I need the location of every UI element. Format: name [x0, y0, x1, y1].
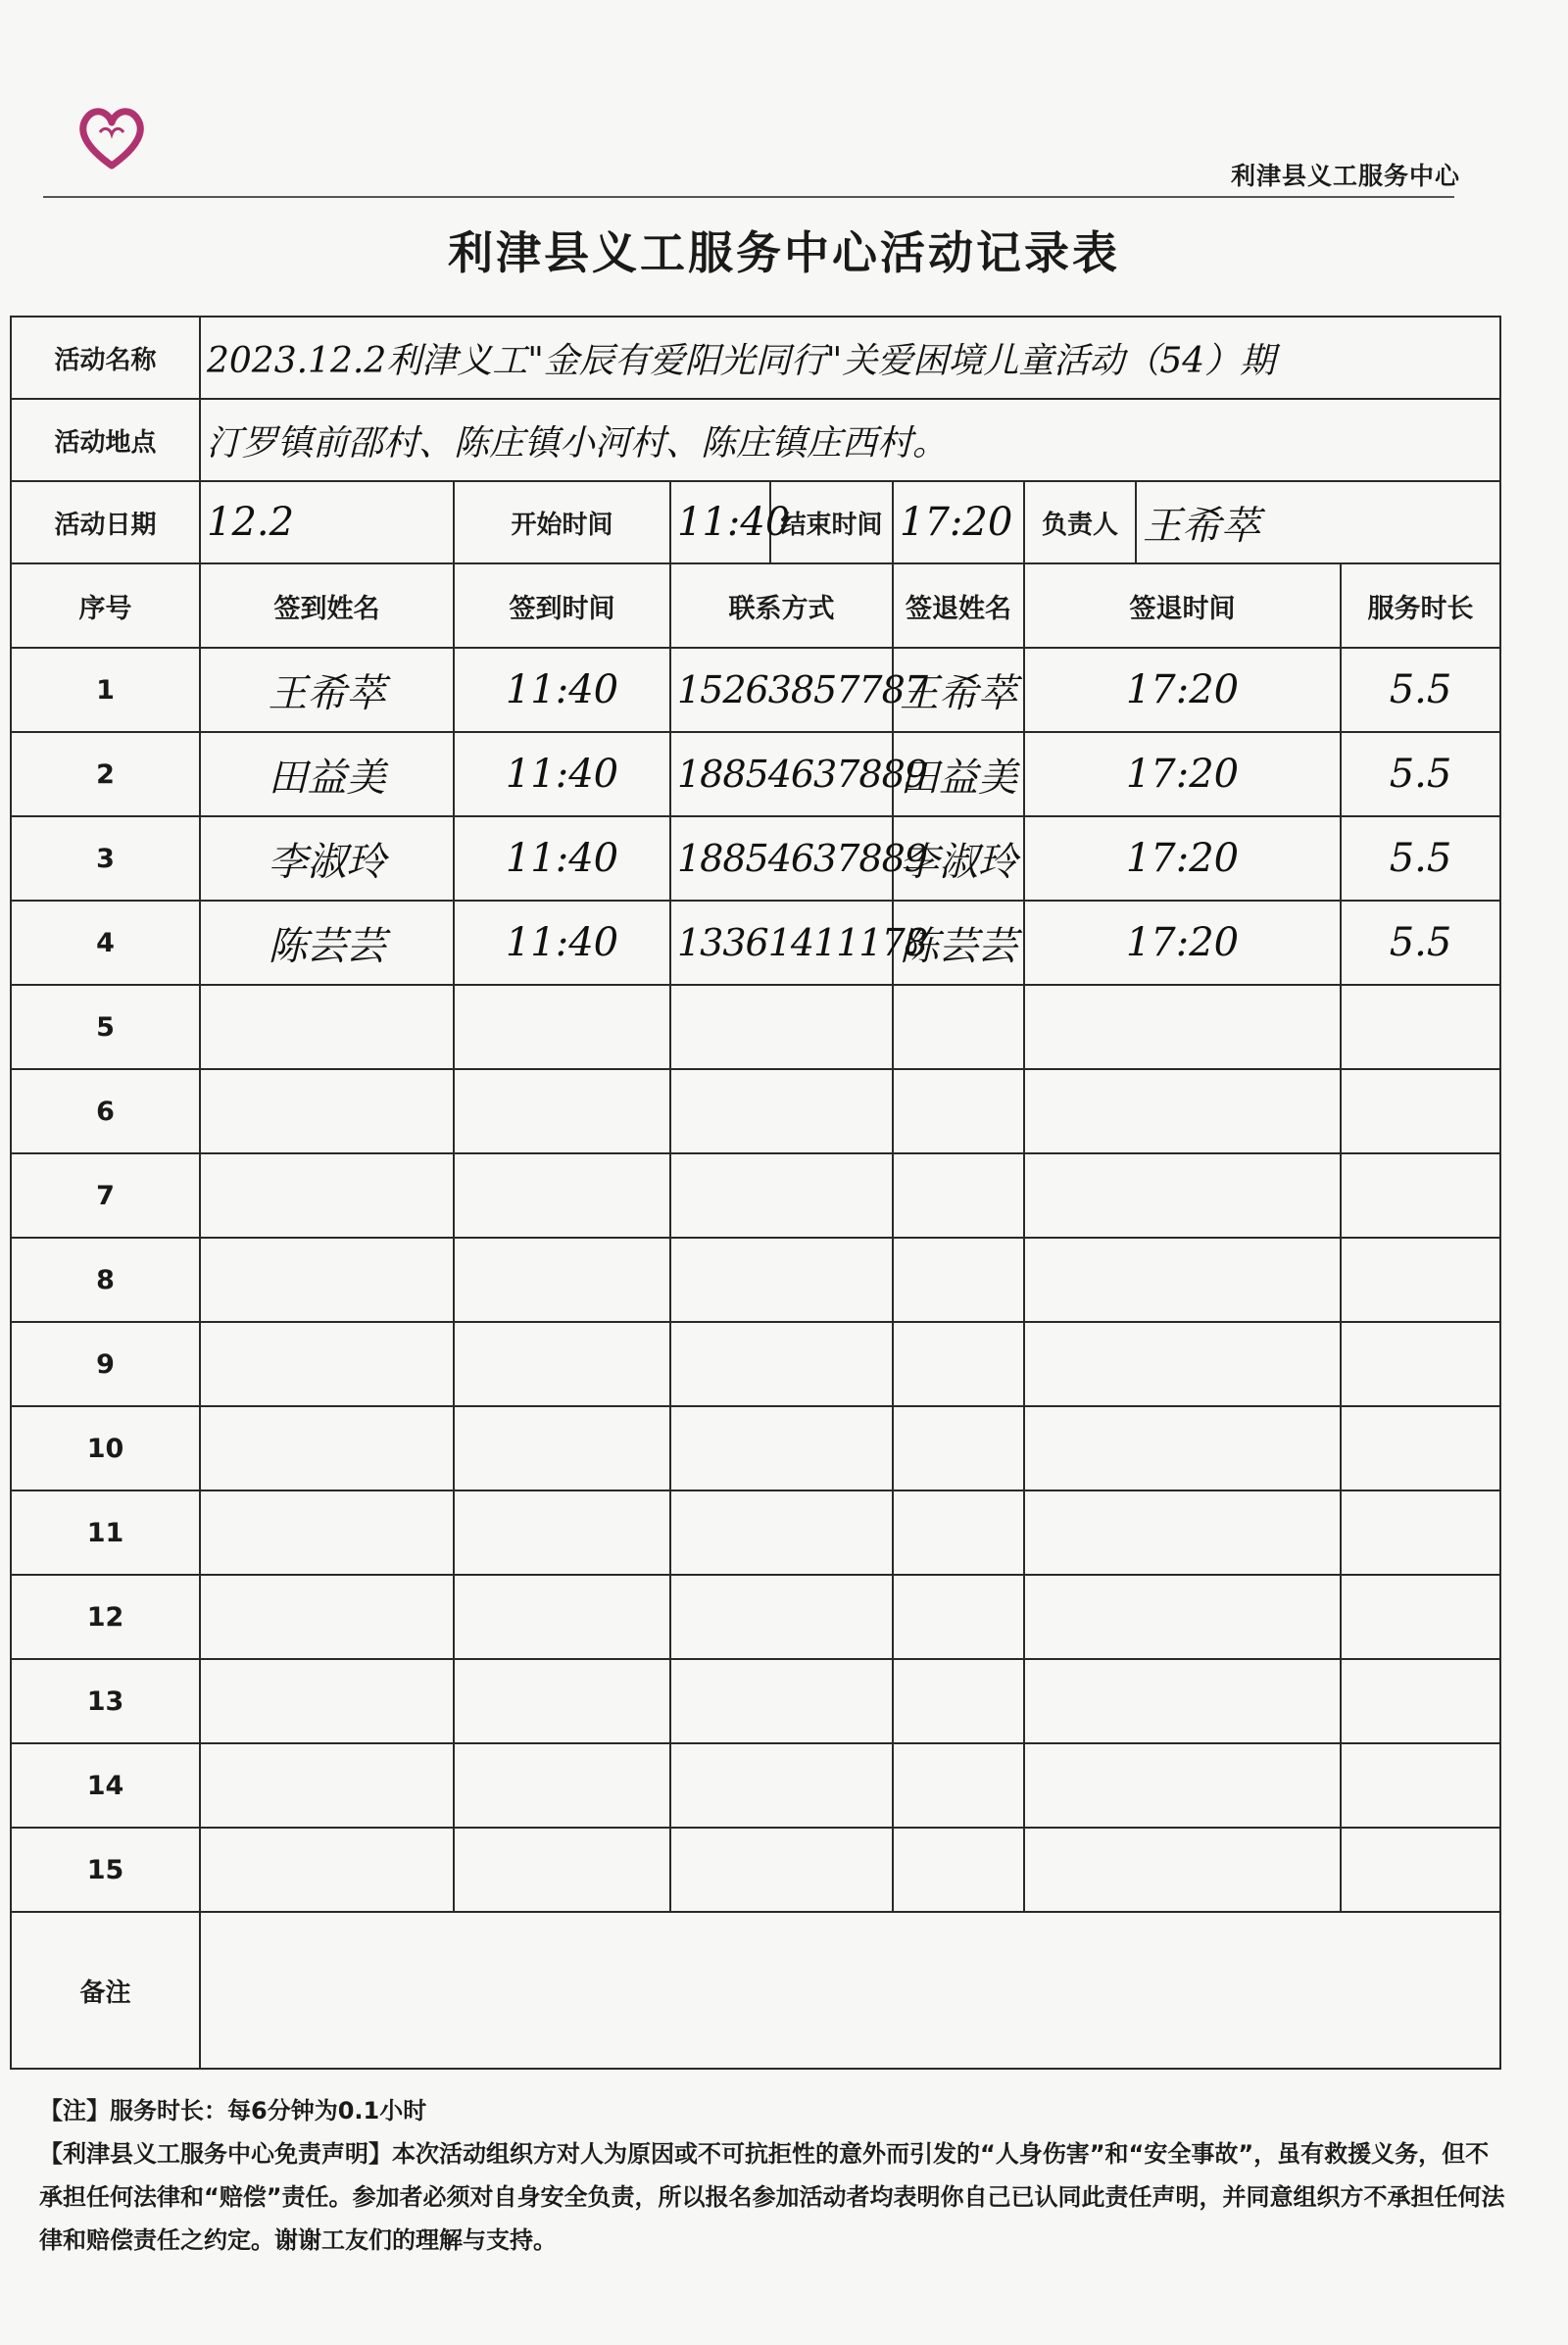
signout-name: [893, 1406, 1024, 1490]
remarks-label: 备注: [11, 1912, 200, 2069]
service-hours-note: 【注】服务时长：每6分钟为0.1小时: [39, 2097, 427, 2125]
row-number: 2: [11, 732, 200, 816]
activity-date-row: [11, 481, 1500, 563]
signout-time: [1024, 1743, 1341, 1828]
service-hours: [1341, 1743, 1500, 1828]
row-number: 10: [11, 1406, 200, 1490]
row-number: 14: [11, 1743, 200, 1828]
signout-name: 李淑玲: [893, 816, 1024, 901]
signout-name: 陈芸芸: [893, 901, 1024, 985]
activity-date-value: 12.2: [200, 481, 454, 563]
row-number: 8: [11, 1238, 200, 1322]
service-hours: 5.5: [1341, 816, 1500, 901]
activity-place-label: 活动地点: [11, 399, 200, 481]
contact-phone: [670, 1490, 893, 1575]
page-title: 利津县义工服务中心活动记录表: [448, 226, 1120, 279]
signin-time: [454, 1575, 670, 1659]
service-hours: [1341, 1153, 1500, 1238]
row-number: 6: [11, 1069, 200, 1153]
signout-name: [893, 1490, 1024, 1575]
header-divider: [43, 196, 1454, 198]
signin-name: 陈芸芸: [200, 901, 454, 985]
signin-time: [454, 1828, 670, 1912]
disclaimer-text: 【利津县义工服务中心免责声明】本次活动组织方对人为原因或不可抗拒性的意外而引发的“人身伤害”和“安全事故”，虽有救援义务，但不承担任何法律和“赔偿”责任。参加者必须对自身安全负责，所以报名参加活动者均表明你自己已认同此责任声明，并同意组织方不承担任何法律和赔偿责任之约定。谢谢工友们的理解与支持。: [39, 2140, 1505, 2254]
signin-time: [454, 1743, 670, 1828]
row-number: 11: [11, 1490, 200, 1575]
row-number: 1: [11, 648, 200, 732]
remarks-row: [11, 1912, 1500, 2069]
row-number: 13: [11, 1659, 200, 1743]
signin-name: 王希萃: [200, 648, 454, 732]
row-number: 5: [11, 985, 200, 1069]
signin-time: 11:40: [454, 732, 670, 816]
signout-time: [1024, 985, 1341, 1069]
table-row: [11, 1406, 1500, 1490]
signin-time: [454, 1406, 670, 1490]
signout-time: 17:20: [1024, 816, 1341, 901]
signout-time: [1024, 1406, 1341, 1490]
contact-phone: 15263857787: [670, 648, 893, 732]
table-row: [11, 648, 1500, 732]
leader-value: 王希萃: [1136, 481, 1500, 563]
contact-phone: [670, 1322, 893, 1406]
table-row: [11, 816, 1500, 901]
contact-phone: [670, 1238, 893, 1322]
signin-name: [200, 1828, 454, 1912]
row-number: 9: [11, 1322, 200, 1406]
activity-name-label: 活动名称: [11, 317, 200, 399]
footer-notes: [39, 2089, 1509, 2262]
signout-name: [893, 1743, 1024, 1828]
signin-name: [200, 1743, 454, 1828]
signout-time: [1024, 1322, 1341, 1406]
heart-logo-icon: [76, 103, 147, 173]
signout-time: 17:20: [1024, 732, 1341, 816]
col-header-signin-name: 签到姓名: [200, 563, 454, 648]
table-row: [11, 985, 1500, 1069]
row-number: 7: [11, 1153, 200, 1238]
table-row: [11, 1238, 1500, 1322]
table-row: [11, 1575, 1500, 1659]
table-row: [11, 1490, 1500, 1575]
signout-name: [893, 985, 1024, 1069]
col-header-signout-time: 签退时间: [1024, 563, 1341, 648]
leader-label: 负责人: [1024, 481, 1136, 563]
signin-time: [454, 1238, 670, 1322]
signin-time: [454, 1322, 670, 1406]
col-header-contact: 联系方式: [670, 563, 893, 648]
contact-phone: [670, 985, 893, 1069]
service-hours: [1341, 1575, 1500, 1659]
table-row: [11, 732, 1500, 816]
service-hours: [1341, 1659, 1500, 1743]
signin-time: [454, 1069, 670, 1153]
activity-record-table: [10, 316, 1501, 2070]
signout-time: [1024, 1828, 1341, 1912]
signout-time: 17:20: [1024, 901, 1341, 985]
row-number: 15: [11, 1828, 200, 1912]
service-hours: 5.5: [1341, 901, 1500, 985]
activity-name-row: [11, 317, 1500, 399]
remarks-value: [200, 1912, 1500, 2069]
table-row: [11, 1322, 1500, 1406]
signout-name: [893, 1828, 1024, 1912]
contact-phone: [670, 1406, 893, 1490]
table-row: [11, 1069, 1500, 1153]
signout-time: [1024, 1069, 1341, 1153]
signin-time: 11:40: [454, 648, 670, 732]
signin-time: 11:40: [454, 901, 670, 985]
service-hours: [1341, 1238, 1500, 1322]
contact-phone: [670, 1575, 893, 1659]
service-hours: [1341, 1406, 1500, 1490]
signin-name: [200, 1575, 454, 1659]
table-row: [11, 1659, 1500, 1743]
row-number: 12: [11, 1575, 200, 1659]
signout-name: [893, 1069, 1024, 1153]
service-hours: [1341, 1069, 1500, 1153]
start-time-value: 11:40: [670, 481, 770, 563]
signout-name: [893, 1153, 1024, 1238]
service-hours: 5.5: [1341, 732, 1500, 816]
signin-time: [454, 985, 670, 1069]
signout-time: [1024, 1659, 1341, 1743]
col-header-signin-time: 签到时间: [454, 563, 670, 648]
signout-name: [893, 1322, 1024, 1406]
end-time-value: 17:20: [893, 481, 1024, 563]
row-number: 3: [11, 816, 200, 901]
start-time-label: 开始时间: [454, 481, 670, 563]
col-header-no: 序号: [11, 563, 200, 648]
service-hours: [1341, 985, 1500, 1069]
signin-time: [454, 1153, 670, 1238]
org-name-header: 利津县义工服务中心: [1230, 162, 1460, 190]
signout-name: [893, 1238, 1024, 1322]
signin-name: [200, 985, 454, 1069]
contact-phone: [670, 1828, 893, 1912]
contact-phone: [670, 1153, 893, 1238]
table-header-row: [11, 563, 1500, 648]
signin-name: 田益美: [200, 732, 454, 816]
signin-name: [200, 1322, 454, 1406]
contact-phone: [670, 1659, 893, 1743]
table-row: [11, 1743, 1500, 1828]
service-hours: [1341, 1322, 1500, 1406]
signout-time: [1024, 1490, 1341, 1575]
service-hours: [1341, 1828, 1500, 1912]
signin-time: [454, 1490, 670, 1575]
signin-time: [454, 1659, 670, 1743]
end-time-label: 结束时间: [770, 481, 893, 563]
signin-time: 11:40: [454, 816, 670, 901]
table-row: [11, 1153, 1500, 1238]
contact-phone: [670, 1069, 893, 1153]
activity-place-row: [11, 399, 1500, 481]
contact-phone: [670, 1743, 893, 1828]
table-row: [11, 1828, 1500, 1912]
signout-time: [1024, 1238, 1341, 1322]
col-header-signout-name: 签退姓名: [893, 563, 1024, 648]
signin-name: [200, 1153, 454, 1238]
contact-phone: 18854637889: [670, 732, 893, 816]
signout-time: [1024, 1575, 1341, 1659]
contact-phone: 13361411178: [670, 901, 893, 985]
signin-name: [200, 1069, 454, 1153]
row-number: 4: [11, 901, 200, 985]
signin-name: [200, 1406, 454, 1490]
signout-name: [893, 1575, 1024, 1659]
activity-name-value: 2023.12.2利津义工"金辰有爱阳光同行"关爱困境儿童活动（54）期: [200, 317, 1500, 399]
signout-name: 王希萃: [893, 648, 1024, 732]
activity-place-value: 汀罗镇前邵村、陈庄镇小河村、陈庄镇庄西村。: [200, 399, 1500, 481]
signin-name: [200, 1238, 454, 1322]
signin-name: [200, 1659, 454, 1743]
signout-time: 17:20: [1024, 648, 1341, 732]
contact-phone: 18854637889: [670, 816, 893, 901]
signout-name: 田益美: [893, 732, 1024, 816]
table-row: [11, 901, 1500, 985]
signin-name: [200, 1490, 454, 1575]
signout-time: [1024, 1153, 1341, 1238]
service-hours: 5.5: [1341, 648, 1500, 732]
activity-date-label: 活动日期: [11, 481, 200, 563]
signin-name: 李淑玲: [200, 816, 454, 901]
col-header-service-hours: 服务时长: [1341, 563, 1500, 648]
signout-name: [893, 1659, 1024, 1743]
service-hours: [1341, 1490, 1500, 1575]
